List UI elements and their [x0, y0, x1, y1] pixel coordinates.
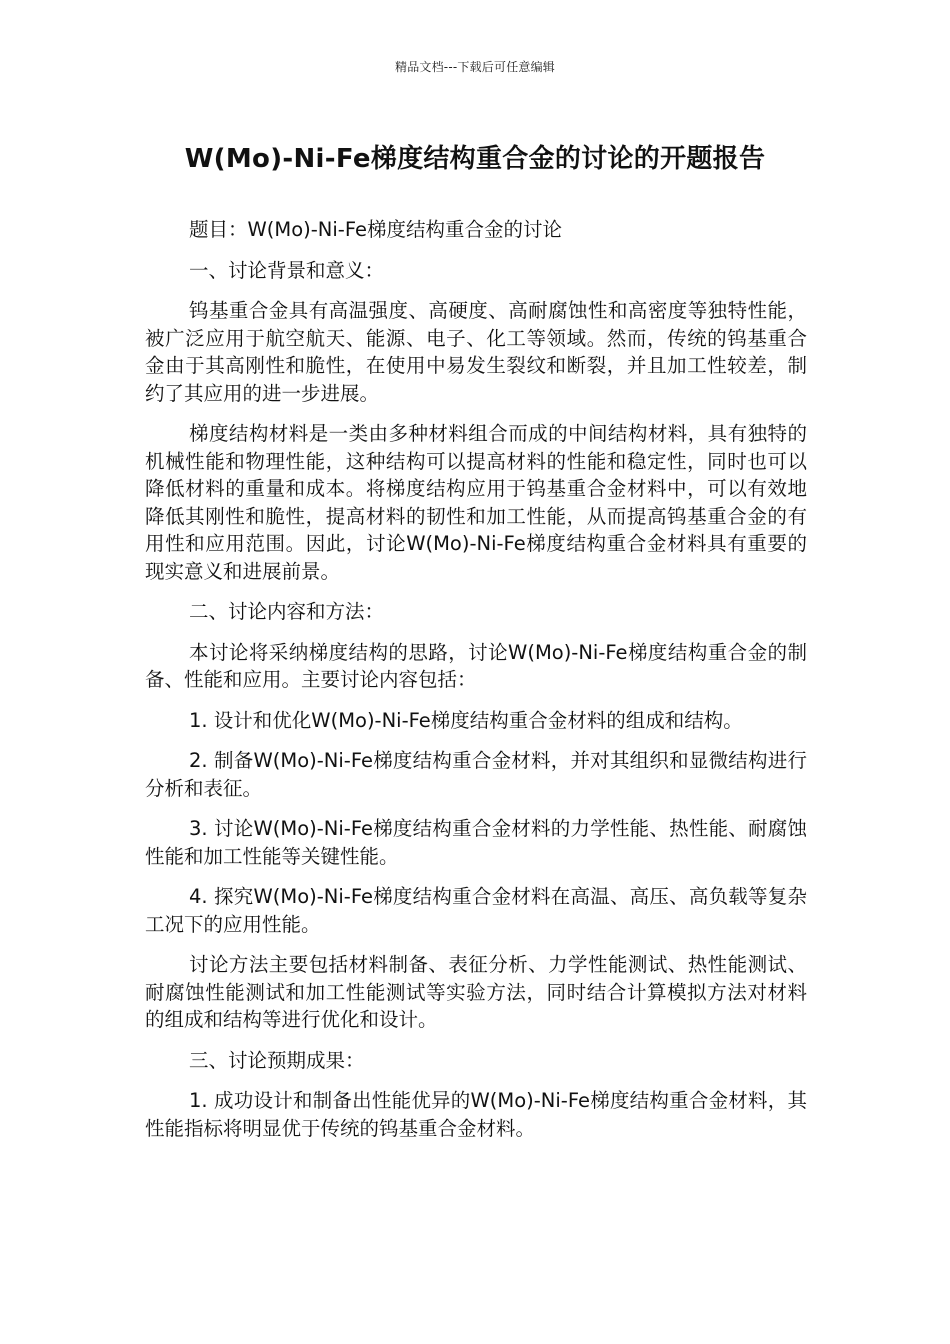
page-header: 精品文档---下载后可任意编辑 — [395, 60, 555, 74]
document-body — [145, 216, 807, 1155]
paragraph-background-2: 梯度结构材料是一类由多种材料组合而成的中间结构材料，具有独特的机械性能和物理性能，这种结构可以提高材料的性能和稳定性，同时也可以降低材料的重量和成本。将梯度结构应用于钨基重合金材料中，可以有效地降低其刚性和脆性，提高材料的韧性和加工性能，从而提高钨基重合金的有用性和应用范围。因此，讨论W(Mo)-Ni-Fe梯度结构重合金材料具有重要的现实意义和进展前景。 — [145, 422, 807, 583]
list-item-content-1: 1. 设计和优化W(Mo)-Ni-Fe梯度结构重合金材料的组成和结构。 — [189, 708, 743, 732]
list-item-content-4: 4. 探究W(Mo)-Ni-Fe梯度结构重合金材料在高温、高压、高负载等复杂工况下的应用性能。 — [145, 885, 807, 936]
list-item-content-2: 2. 制备W(Mo)-Ni-Fe梯度结构重合金材料，并对其组织和显微结构进行分析和表征。 — [145, 749, 807, 800]
list-item-outcome-1: 1. 成功设计和制备出性能优异的W(Mo)-Ni-Fe梯度结构重合金材料，其性能指标将明显优于传统的钨基重合金材料。 — [145, 1089, 807, 1140]
list-item-content-3: 3. 讨论W(Mo)-Ni-Fe梯度结构重合金材料的力学性能、热性能、耐腐蚀性能和加工性能等关键性能。 — [145, 817, 807, 868]
document-title: W(Mo)-Ni-Fe梯度结构重合金的讨论的开题报告 — [184, 144, 766, 174]
section-heading-outcomes: 三、讨论预期成果： — [189, 1048, 365, 1072]
subject-line: 题目：W(Mo)-Ni-Fe梯度结构重合金的讨论 — [189, 218, 562, 241]
section-heading-background: 一、讨论背景和意义： — [189, 258, 385, 282]
paragraph-content-intro: 本讨论将采纳梯度结构的思路，讨论W(Mo)-Ni-Fe梯度结构重合金的制备、性能和应用。主要讨论内容包括： — [145, 640, 807, 691]
paragraph-methods: 讨论方法主要包括材料制备、表征分析、力学性能测试、热性能测试、耐腐蚀性能测试和加工性能测试等实验方法，同时结合计算模拟方法对材料的组成和结构等进行优化和设计。 — [145, 953, 807, 1031]
section-heading-content: 二、讨论内容和方法： — [189, 600, 385, 623]
paragraph-background-1: 钨基重合金具有高温强度、高硬度、高耐腐蚀性和高密度等独特性能，被广泛应用于航空航天、能源、电子、化工等领域。然而，传统的钨基重合金由于其高刚性和脆性，在使用中易发生裂纹和断裂，并且加工性较差，制约了其应用的进一步进展。 — [145, 299, 807, 405]
